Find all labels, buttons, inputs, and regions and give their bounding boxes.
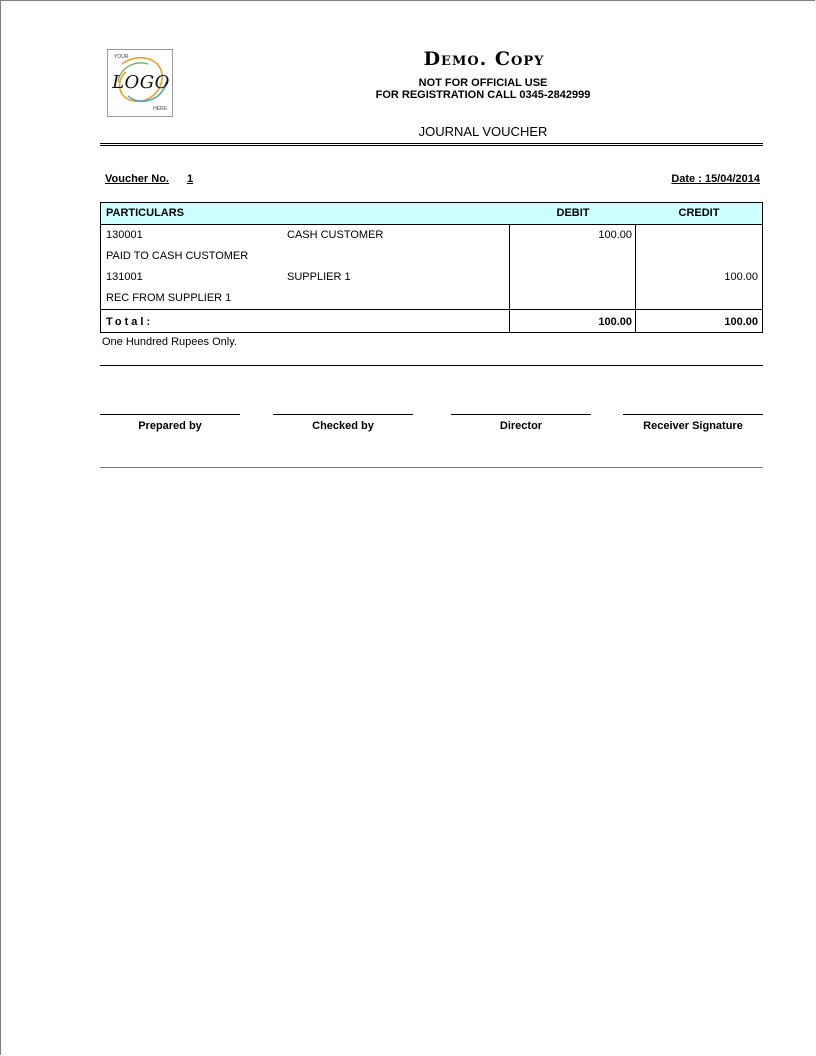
row-1-code: 130001 — [106, 229, 143, 241]
logo-text: LOGO — [112, 72, 170, 93]
not-official-notice: NOT FOR OFFICIAL USE — [418, 77, 548, 89]
header-double-rule — [100, 143, 763, 146]
signature-prepared-by: Prepared by — [138, 420, 202, 432]
signature-receiver: Receiver Signature — [643, 420, 743, 432]
amount-in-words: One Hundred Rupees Only. — [102, 336, 237, 348]
voucher-table — [100, 202, 763, 333]
demo-copy-title: Demo. Copy — [423, 48, 545, 70]
total-debit: 100.00 — [598, 316, 632, 328]
row-3-name: SUPPLIER 1 — [287, 271, 351, 283]
signature-line-receiver — [623, 414, 763, 415]
row-1-debit: 100.00 — [598, 229, 632, 241]
signature-line-director — [451, 414, 591, 415]
row-1-name: CASH CUSTOMER — [287, 229, 384, 241]
company-logo — [107, 49, 173, 117]
total-separator — [101, 309, 762, 310]
header-credit: CREDIT — [678, 207, 720, 219]
header-debit: DEBIT — [556, 207, 590, 219]
logo-tagline-bottom: HERE — [153, 106, 167, 112]
voucher-title: JOURNAL VOUCHER — [418, 124, 548, 139]
voucher-date: Date : 15/04/2014 — [671, 173, 760, 185]
voucher-number-value: 1 — [186, 173, 194, 185]
row-2-narration: PAID TO CASH CUSTOMER — [106, 250, 249, 262]
signature-director: Director — [499, 420, 543, 432]
row-3-credit: 100.00 — [724, 271, 758, 283]
signature-line-checked — [273, 414, 413, 415]
header-particulars: PARTICULARS — [106, 207, 185, 219]
voucher-number-label: Voucher No. — [105, 173, 169, 185]
total-credit: 100.00 — [724, 316, 758, 328]
row-3-code: 131001 — [106, 271, 143, 283]
row-4-narration: REC FROM SUPPLIER 1 — [106, 292, 232, 304]
table-header — [101, 203, 762, 225]
signature-checked-by: Checked by — [312, 420, 374, 432]
registration-notice: FOR REGISTRATION CALL 0345-2842999 — [375, 89, 591, 101]
logo-tagline-top: YOUR — [114, 54, 129, 60]
voucher-number — [105, 173, 193, 185]
footer-rule — [100, 467, 763, 468]
total-label: Total: — [106, 316, 154, 328]
signature-line-prepared — [100, 414, 240, 415]
divider-rule — [100, 365, 763, 366]
